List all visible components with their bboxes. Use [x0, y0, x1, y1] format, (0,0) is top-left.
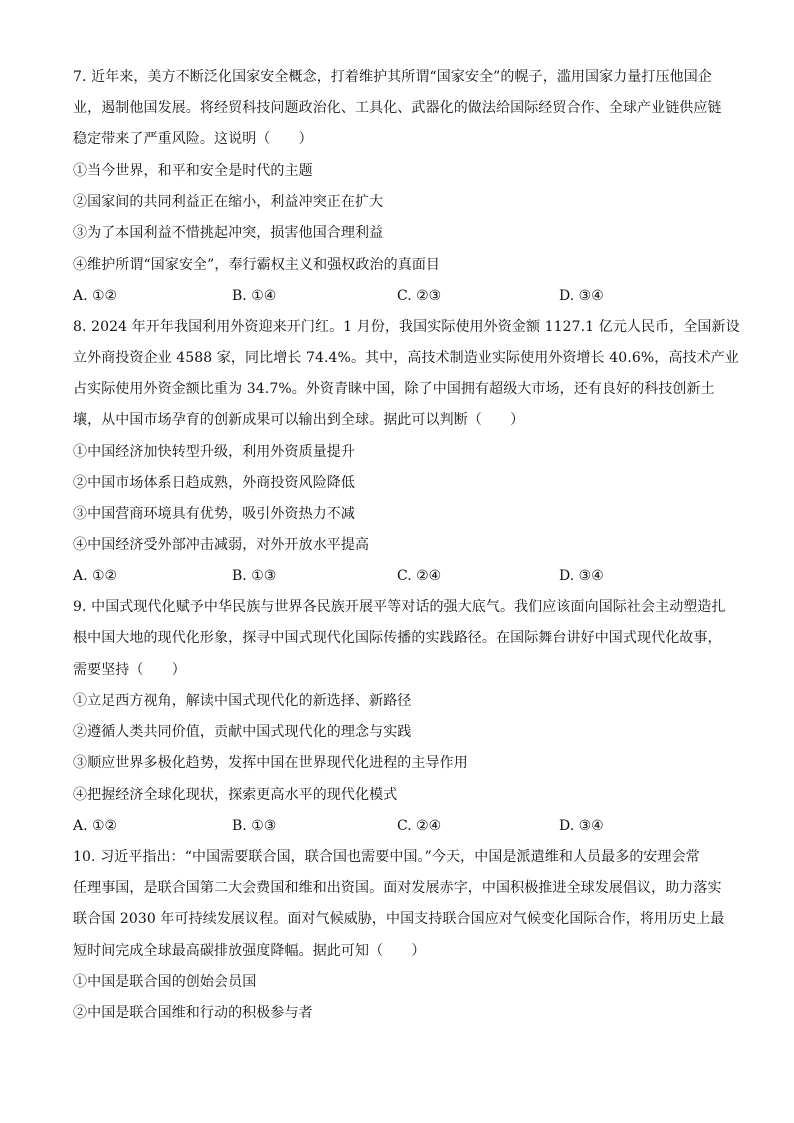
question-8-option-b: B. ①③: [232, 568, 277, 584]
question-7-stem-line-3: 稳定带来了严重风险。这说明（ ）: [73, 131, 313, 147]
question-7-item-4: ④维护所谓“国家安全”，奉行霸权主义和强权政治的真面目: [73, 257, 441, 273]
question-9-item-3: ③顺应世界多极化趋势，发挥中国在世界现代化进程的主导作用: [73, 755, 468, 771]
question-9-option-b: B. ①③: [232, 818, 277, 834]
question-10-stem-line-4: 短时间完成全球最高碳排放强度降幅。据此可知（ ）: [73, 943, 426, 959]
question-9-stem-line-2: 根中国大地的现代化形象，探寻中国式现代化国际传播的实践路径。在国际舞台讲好中国式现代化故事，: [73, 630, 722, 646]
question-7-item-3: ③为了本国利益不惜挑起冲突，损害他国合理利益: [73, 225, 384, 241]
question-7-option-d: D. ③④: [559, 288, 604, 304]
question-8-option-c: C. ②④: [397, 568, 442, 584]
question-9-stem-line-1: 9. 中国式现代化赋予中华民族与世界各民族开展平等对话的强大底气。我们应该面向国际社会主动塑造扎: [73, 599, 726, 615]
question-8-option-d: D. ③④: [559, 568, 604, 584]
question-10-stem-line-2: 任理事国，是联合国第二大会费国和维和出资国。面对发展赤字，中国积极推进全球发展倡议，助力落实: [73, 880, 722, 896]
question-9-option-d: D. ③④: [559, 818, 604, 834]
question-7-option-c: C. ②③: [397, 288, 442, 304]
question-9-option-c: C. ②④: [397, 818, 442, 834]
question-8-option-a: A. ①②: [73, 568, 118, 584]
question-7-stem-line-2: 业，遏制他国发展。将经贸科技问题政治化、工具化、武器化的做法给国际经贸合作、全球产业链供应链: [73, 100, 722, 116]
question-9-option-a: A. ①②: [73, 818, 118, 834]
question-8-stem-line-3: 占实际使用外资金额比重为 34.7%。外资青睐中国，除了中国拥有超级大市场，还有良好的科技创新土: [73, 381, 715, 397]
question-10-stem-line-1: 10. 习近平指出：“中国需要联合国，联合国也需要中国。”今天，中国是派遣维和人员最多的安理会常: [73, 849, 700, 865]
question-7-stem-line-1: 7. 近年来，美方不断泛化国家安全概念，打着维护其所谓“国家安全”的幌子，滥用国家力量打压他国企: [73, 69, 712, 85]
question-9-stem-line-3: 需要坚持（ ）: [73, 662, 186, 678]
question-10-item-1: ①中国是联合国的创始会员国: [73, 974, 257, 990]
question-10-stem-line-3: 联合国 2030 年可持续发展议程。面对气候威胁，中国支持联合国应对气候变化国际合作，将用历史上最: [73, 911, 725, 927]
question-8-item-3: ③中国营商环境具有优势，吸引外资热力不减: [73, 506, 355, 522]
question-9-item-1: ①立足西方视角，解读中国式现代化的新选择、新路径: [73, 693, 412, 709]
question-7-option-a: A. ①②: [73, 288, 118, 304]
question-8-item-4: ④中国经济受外部冲击减弱，对外开放水平提高: [73, 537, 370, 553]
question-7-option-b: B. ①④: [232, 288, 277, 304]
question-8-stem-line-2: 立外商投资企业 4588 家，同比增长 74.4%。其中，高技术制造业实际使用外资增长 40.6%，高技术产业: [73, 350, 739, 366]
question-8-item-1: ①中国经济加快转型升级，利用外资质量提升: [73, 444, 355, 460]
question-7-item-1: ①当今世界，和平和安全是时代的主题: [73, 163, 313, 179]
question-10-item-2: ②中国是联合国维和行动的积极参与者: [73, 1005, 313, 1021]
question-9-item-2: ②遵循人类共同价值，贡献中国式现代化的理念与实践: [73, 724, 412, 740]
question-8-stem-line-4: 壤，从中国市场孕育的创新成果可以输出到全球。据此可以判断（ ）: [73, 412, 525, 428]
question-7-item-2: ②国家间的共同利益正在缩小，利益冲突正在扩大: [73, 194, 384, 210]
question-8-item-2: ②中国市场体系日趋成熟，外商投资风险降低: [73, 475, 355, 491]
question-9-item-4: ④把握经济全球化现状，探索更高水平的现代化模式: [73, 787, 398, 803]
question-8-stem-line-1: 8. 2024 年开年我国利用外资迎来开门红。1 月份，我国实际使用外资金额 1127.1 亿元人民币，全国新设: [73, 319, 740, 335]
